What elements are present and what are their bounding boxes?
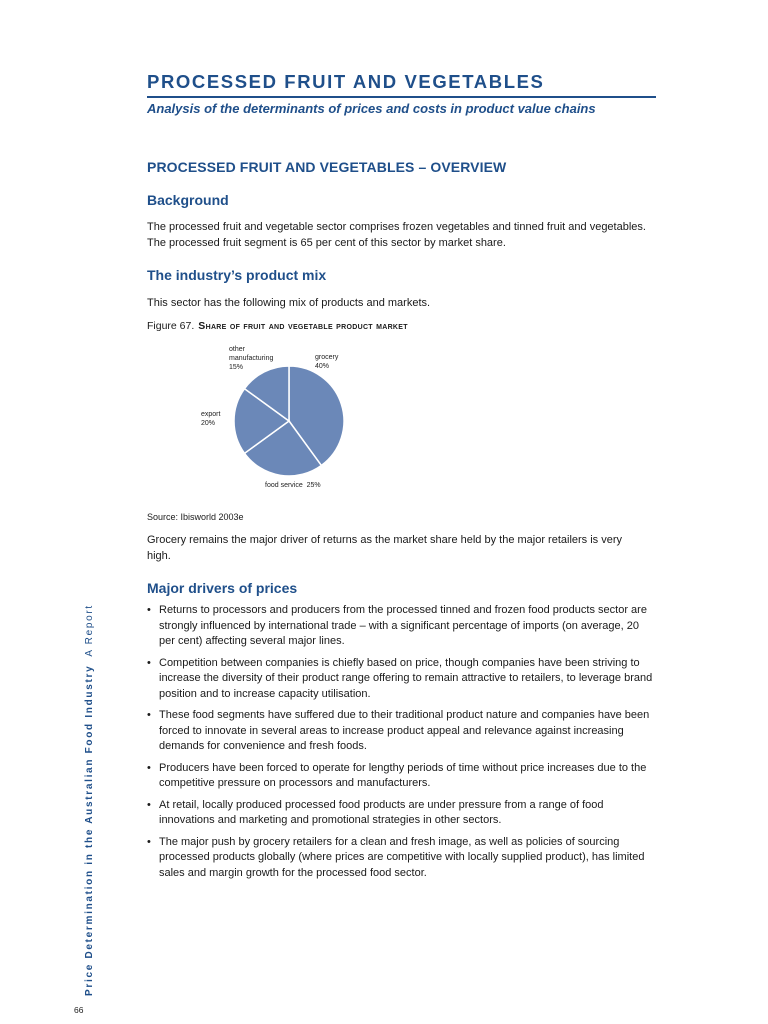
product-mix-heading: The industry’s product mix xyxy=(147,267,327,283)
list-item-text: The major push by grocery retailers for a clean and fresh image, as well as policies of sourcing processed products globally (where prices are competitive with locally supplied product), has limited sales and margin growth for the processed food sector. xyxy=(159,835,645,879)
page-subtitle: Analysis of the determinants of prices and costs in product value chains xyxy=(147,101,596,116)
pie-label-value: 40% xyxy=(315,363,330,370)
pie-label-text: food service xyxy=(265,482,303,489)
title-divider xyxy=(147,96,656,98)
list-item-text: These food segments have suffered due to their traditional product nature and companies have been forced to innovate in several areas to increase product appeal and relevance against increasing demands for convenience and fresh foods. xyxy=(159,709,650,752)
figure-source: Source: Ibisworld 2003e xyxy=(147,512,244,522)
sidebar-title: Price Determination in the Australian Food Industry xyxy=(84,664,95,996)
pie-label-grocery xyxy=(315,353,338,371)
list-item-text: Producers have been forced to operate for lengthy periods of time without price increases due to the competitive pressure on processors and manufacturers. xyxy=(159,761,647,789)
sidebar-report-label: A Report xyxy=(84,604,95,657)
figure-caption xyxy=(147,320,408,332)
drivers-list xyxy=(147,603,657,887)
list-item xyxy=(147,835,657,882)
list-item xyxy=(147,761,657,792)
pie-label-food-service xyxy=(265,481,321,490)
bullet-icon: • xyxy=(147,798,151,811)
list-item-text: Competition between companies is chiefly based on price, though companies have been striving to increase the diversity of their product range offering to remain attractive to retailers, to leverage brand position and to increase capacity utilisation. xyxy=(159,656,653,700)
pie-label-value: 15% xyxy=(229,364,244,371)
pie-label-text: grocery xyxy=(315,354,339,361)
drivers-heading: Major drivers of prices xyxy=(147,580,298,596)
product-mix-paragraph: This sector has the following mix of products and markets. xyxy=(147,297,431,309)
list-item-text: At retail, locally produced processed food products are under pressure from a range of food innovations and marketing and promotional strategies in other sectors. xyxy=(159,798,604,826)
bullet-icon: • xyxy=(147,835,151,848)
list-item xyxy=(147,708,657,755)
page-title: PROCESSED FRUIT AND VEGETABLES xyxy=(147,71,545,92)
pie-label-other-manufacturing xyxy=(229,345,281,372)
bullet-icon: • xyxy=(147,761,151,774)
figure-number: Figure 67. xyxy=(147,320,195,332)
bullet-icon: • xyxy=(147,656,151,669)
list-item xyxy=(147,603,657,650)
bullet-icon: • xyxy=(147,709,151,721)
list-item-text: Returns to processors and producers from the processed tinned and frozen food products sector are strongly influenced by international trade – with a significant percentage of imports (on average, 20 per cent) affecting several major lines. xyxy=(159,604,647,647)
bullet-icon: • xyxy=(147,604,151,616)
after-figure-paragraph: Grocery remains the major driver of returns as the market share held by the major retailers is very high. xyxy=(147,534,623,562)
page-number: 66 xyxy=(74,1005,84,1015)
pie-label-value: 25% xyxy=(306,482,321,489)
section-heading: PROCESSED FRUIT AND VEGETABLES – OVERVIEW xyxy=(147,159,507,175)
figure-title: Share of fruit and vegetable product market xyxy=(198,320,408,332)
pie-label-value: 20% xyxy=(201,420,216,427)
list-item xyxy=(147,798,657,829)
running-sidebar xyxy=(84,604,95,996)
pie-label-text: export xyxy=(201,411,221,418)
pie-label-text: other manufacturing xyxy=(229,346,274,362)
background-heading: Background xyxy=(147,192,229,208)
list-item xyxy=(147,656,657,703)
background-paragraph: The processed fruit and vegetable sector comprises frozen vegetables and tinned fruit and vegetables. The processed fruit segment is 65 per cent of this sector by market share. xyxy=(147,221,646,249)
pie-chart xyxy=(147,340,407,500)
pie-label-export xyxy=(201,410,220,428)
